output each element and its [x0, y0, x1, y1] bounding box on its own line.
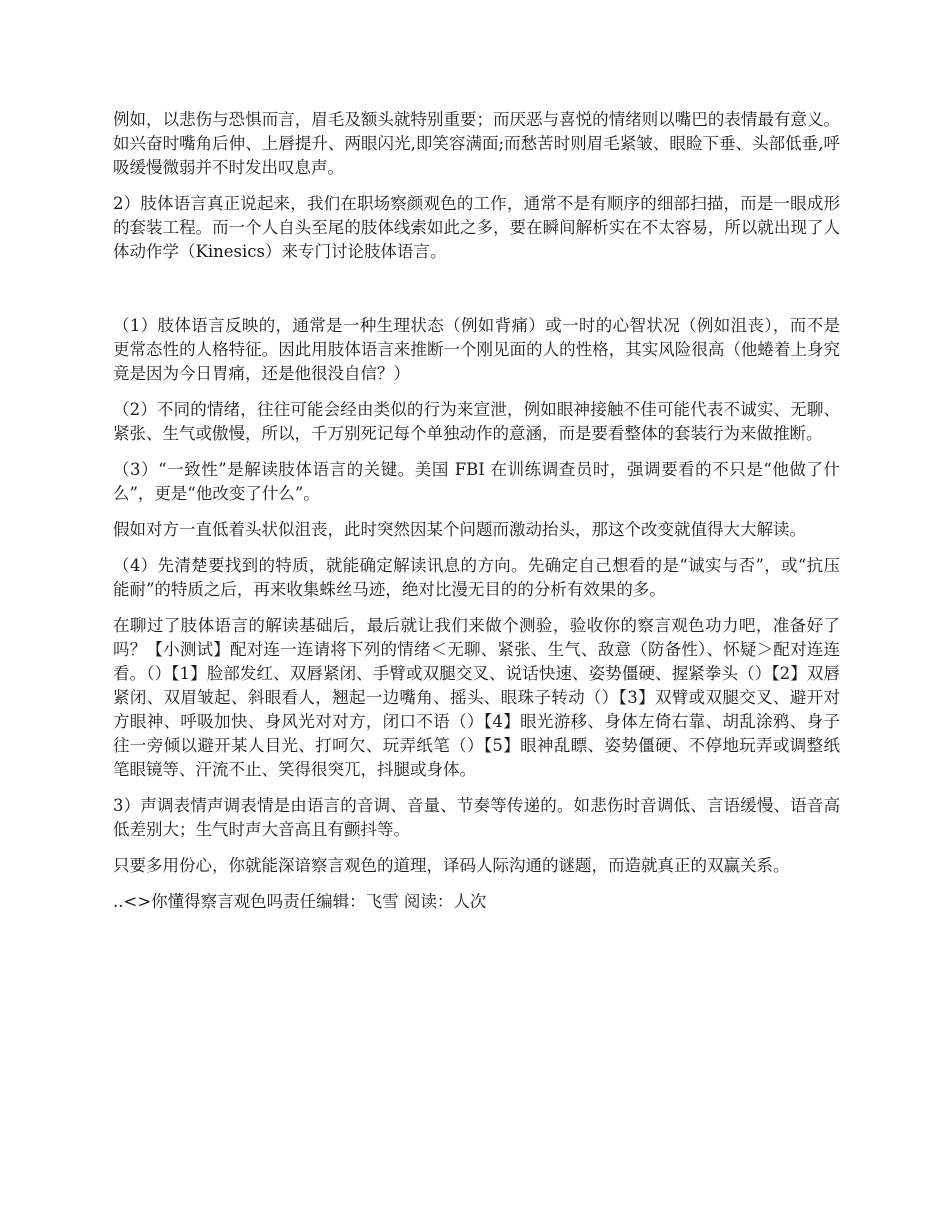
- section-gap: [113, 276, 840, 314]
- paragraph-point-1: （1）肢体语言反映的，通常是一种生理状态（例如背痛）或一时的心智状况（例如沮丧），而不是更常态性的人格特征。因此用肢体语言来推断一个刚见面的人的性格，其实风险很高（他蜷着上身究竟是因为今日胃痛，还是他很没自信？）: [113, 316, 840, 383]
- paragraph-conclusion: 只要多用份心，你就能深谙察言观色的道理，译码人际沟通的谜题，而造就真正的双赢关系。: [113, 856, 790, 875]
- document-page: [113, 108, 840, 914]
- paragraph-point-4: （4）先清楚要找到的特质，就能确定解读讯息的方向。先确定自己想看的是“诚实与否”，或“抗压能耐”的特质之后，再来收集蛛丝马迹，绝对比漫无目的的分析有效果的多。: [113, 556, 840, 599]
- editor-footer: ..<>你懂得察言观色吗责任编辑：飞雪 阅读：人次: [113, 892, 487, 911]
- paragraph-point-2: （2）不同的情绪，往往可能会经由类似的行为来宣泄，例如眼神接触不佳可能代表不诚实、无聊、紧张、生气或傲慢，所以，千万别死记每个单独动作的意涵，而是要看整体的套装行为来做推断。: [113, 400, 840, 443]
- paragraph-point-3: （3）“一致性”是解读肢体语言的关键。美国 FBI 在训练调查员时，强调要看的不只是“他做了什么”，更是“他改变了什么”。: [113, 460, 840, 503]
- paragraph-point-3-example: 假如对方一直低着头状似沮丧，此时突然因某个问题而激动抬头，那这个改变就值得大大解读。: [113, 520, 806, 539]
- paragraph-tone-expression: 3）声调表情声调表情是由语言的音调、音量、节奏等传递的。如悲伤时音调低、言语缓慢、语音高低差别大；生气时声大音高且有颤抖等。: [113, 796, 840, 839]
- paragraph-quiz: 在聊过了肢体语言的解读基础后，最后就让我们来做个测验，验收你的察言观色功力吧，准备好了吗？【小测试】配对连一连请将下列的情绪＜无聊、紧张、生气、敌意（防备性）、怀疑＞配对连连看。（）【1】脸部发红、双唇紧闭、手臂或双腿交叉、说话快速、姿势僵硬、握紧拳头（）【2】双唇紧闭、双眉皱起、斜眼看人，翘起一边嘴角、摇头、眼珠子转动（）【3】双臂或双腿交叉、避开对方眼神、呼吸加快、身风光对对方，闭口不语（）【4】眼光游移、身体左倚右靠、胡乱涂鸦、身子往一旁倾以避开某人目光、打呵欠、玩弄纸笔（）【5】眼神乱瞟、姿势僵硬、不停地玩弄或调整纸笔眼镜等、汗流不止、笑得很突兀，抖腿或身体。: [113, 616, 840, 779]
- paragraph-facial-expression: 例如，以悲伤与恐惧而言，眉毛及额头就特别重要；而厌恶与喜悦的情绪则以嘴巴的表情最有意义。如兴奋时嘴角后伸、上唇提升、两眼闪光,即笑容满面;而愁苦时则眉毛紧皱、眼睑下垂、头部低垂,呼吸缓慢微弱并不时发出叹息声。: [113, 110, 840, 177]
- paragraph-body-language-intro: 2）肢体语言真正说起来，我们在职场察颜观色的工作，通常不是有顺序的细部扫描，而是一眼成形的套装工程。而一个人自头至尾的肢体线索如此之多，要在瞬间解析实在不太容易，所以就出现了人体动作学（Kinesics）来专门讨论肢体语言。: [113, 194, 840, 261]
